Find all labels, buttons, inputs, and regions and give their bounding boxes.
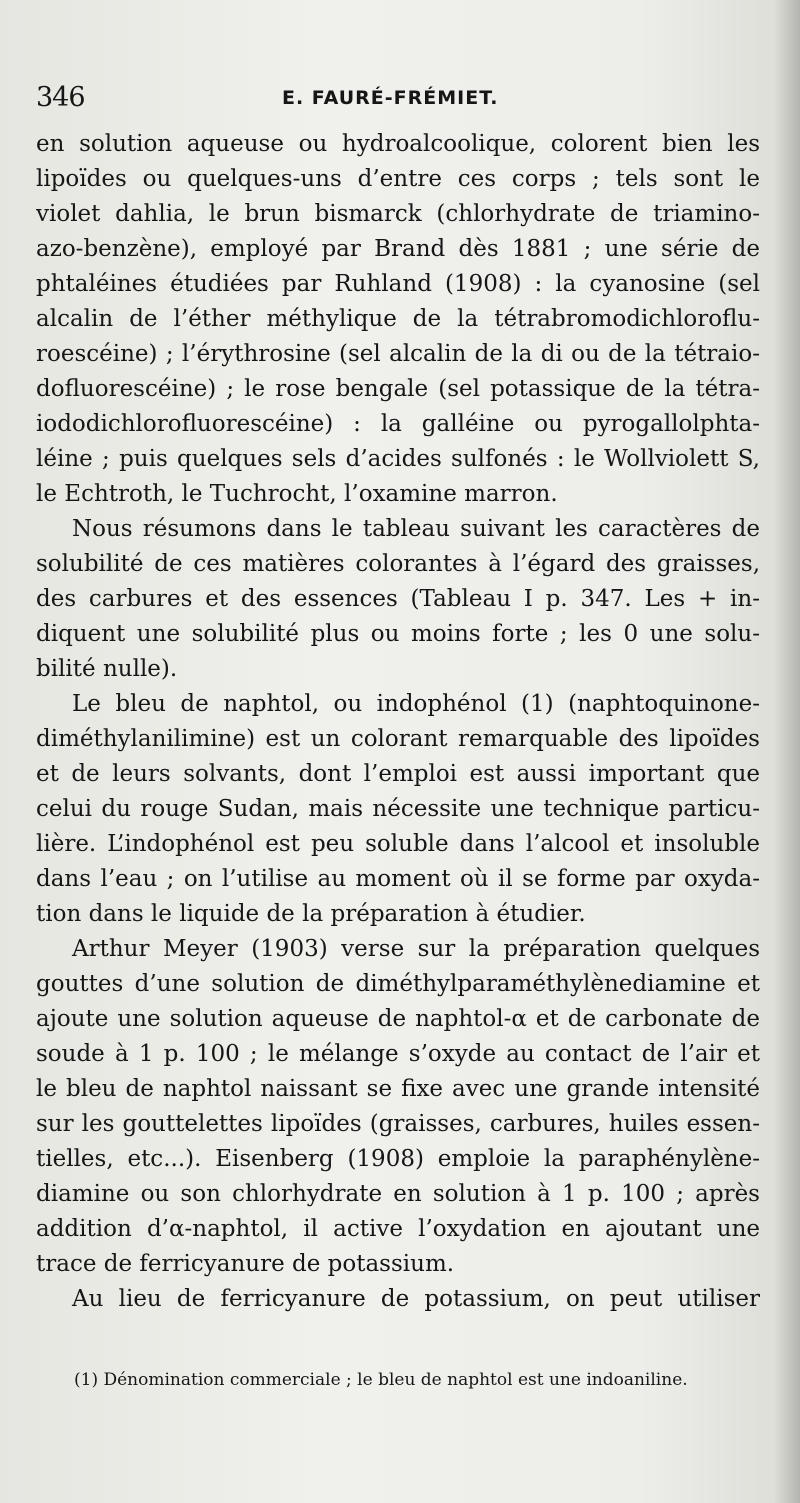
text-line: iododichlorofluorescéine) : la galléine ou pyrogallolphta- — [36, 411, 760, 437]
text-line: lière. L’indophénol est peu soluble dans l’alcool et insoluble — [36, 831, 760, 857]
text-line: soude à 1 p. 100 ; le mélange s’oxyde au contact de l’air et — [36, 1041, 760, 1067]
paragraph — [36, 127, 760, 512]
text-line: ajoute une solution aqueuse de naphtol-α et de carbonate de — [36, 1006, 760, 1032]
text-line: sur les gouttelettes lipoïdes (graisses, carbures, huiles essen- — [36, 1111, 760, 1137]
text-line: phtaléines étudiées par Ruhland (1908) : la cyanosine (sel — [36, 271, 760, 297]
text-line: bilité nulle). — [36, 656, 178, 682]
text-line: addition d’α-naphtol, il active l’oxydation en ajoutant une — [36, 1216, 760, 1242]
footnote: (1) Dénomination commerciale ; le bleu de naphtol est une indoaniline. — [74, 1370, 688, 1390]
text-line: violet dahlia, le brun bismarck (chlorhydrate de triamino- — [36, 201, 760, 227]
text-line: Arthur Meyer (1903) verse sur la préparation quelques — [72, 936, 760, 962]
text-line: en solution aqueuse ou hydroalcoolique, colorent bien les — [36, 131, 760, 157]
paragraph — [36, 932, 760, 1282]
text-line: solubilité de ces matières colorantes à l’égard des graisses, — [36, 551, 760, 577]
page-edge-shadow — [774, 0, 800, 1503]
text-line: et de leurs solvants, dont l’emploi est aussi important que — [36, 761, 760, 787]
text-line: des carbures et des essences (Tableau I p. 347. Les + in- — [36, 586, 760, 612]
text-line: léine ; puis quelques sels d’acides sulfonés : le Wollviolett S, — [36, 446, 760, 472]
text-line: diquent une solubilité plus ou moins forte ; les 0 une solu- — [36, 621, 760, 647]
text-line: tielles, etc...). Eisenberg (1908) emploie la paraphénylène- — [36, 1146, 760, 1172]
text-line: trace de ferricyanure de potassium. — [36, 1251, 455, 1277]
text-line: le bleu de naphtol naissant se fixe avec une grande intensité — [36, 1076, 760, 1102]
paragraph — [36, 687, 760, 932]
text-line: dans l’eau ; on l’utilise au moment où il se forme par oxyda- — [36, 866, 760, 892]
running-head: E. FAURÉ-FRÉMIET. — [282, 87, 499, 109]
text-line: Le bleu de naphtol, ou indophénol (1) (naphtoquinone- — [72, 691, 760, 717]
text-line: gouttes d’une solution de diméthylparaméthylènediamine et — [36, 971, 760, 997]
text-line: celui du rouge Sudan, mais nécessite une technique particu- — [36, 796, 760, 822]
text-line: le Echtroth, le Tuchrocht, l’oxamine marron. — [36, 481, 558, 507]
text-line: dofluorescéine) ; le rose bengale (sel potassique de la tétra- — [36, 376, 760, 402]
text-line: roescéine) ; l’érythrosine (sel alcalin de la di ou de la tétraio- — [36, 341, 760, 367]
text-line: diméthylanilimine) est un colorant remarquable des lipoïdes — [36, 726, 760, 752]
text-line: tion dans le liquide de la préparation à étudier. — [36, 901, 586, 927]
page-header — [36, 82, 756, 116]
text-line: lipoïdes ou quelques-uns d’entre ces corps ; tels sont le — [36, 166, 760, 192]
text-line: azo-benzène), employé par Brand dès 1881 ; une série de — [36, 236, 760, 262]
text-line: Au lieu de ferricyanure de potassium, on peut utiliser — [72, 1286, 760, 1312]
text-line: alcalin de l’éther méthylique de la tétrabromodichloroflu- — [36, 306, 760, 332]
page-number: 346 — [36, 82, 85, 113]
paragraph — [36, 512, 760, 687]
text-line: diamine ou son chlorhydrate en solution à 1 p. 100 ; après — [36, 1181, 760, 1207]
body-text — [36, 127, 760, 1317]
paragraph — [36, 1282, 760, 1317]
text-line: Nous résumons dans le tableau suivant les caractères de — [72, 516, 760, 542]
